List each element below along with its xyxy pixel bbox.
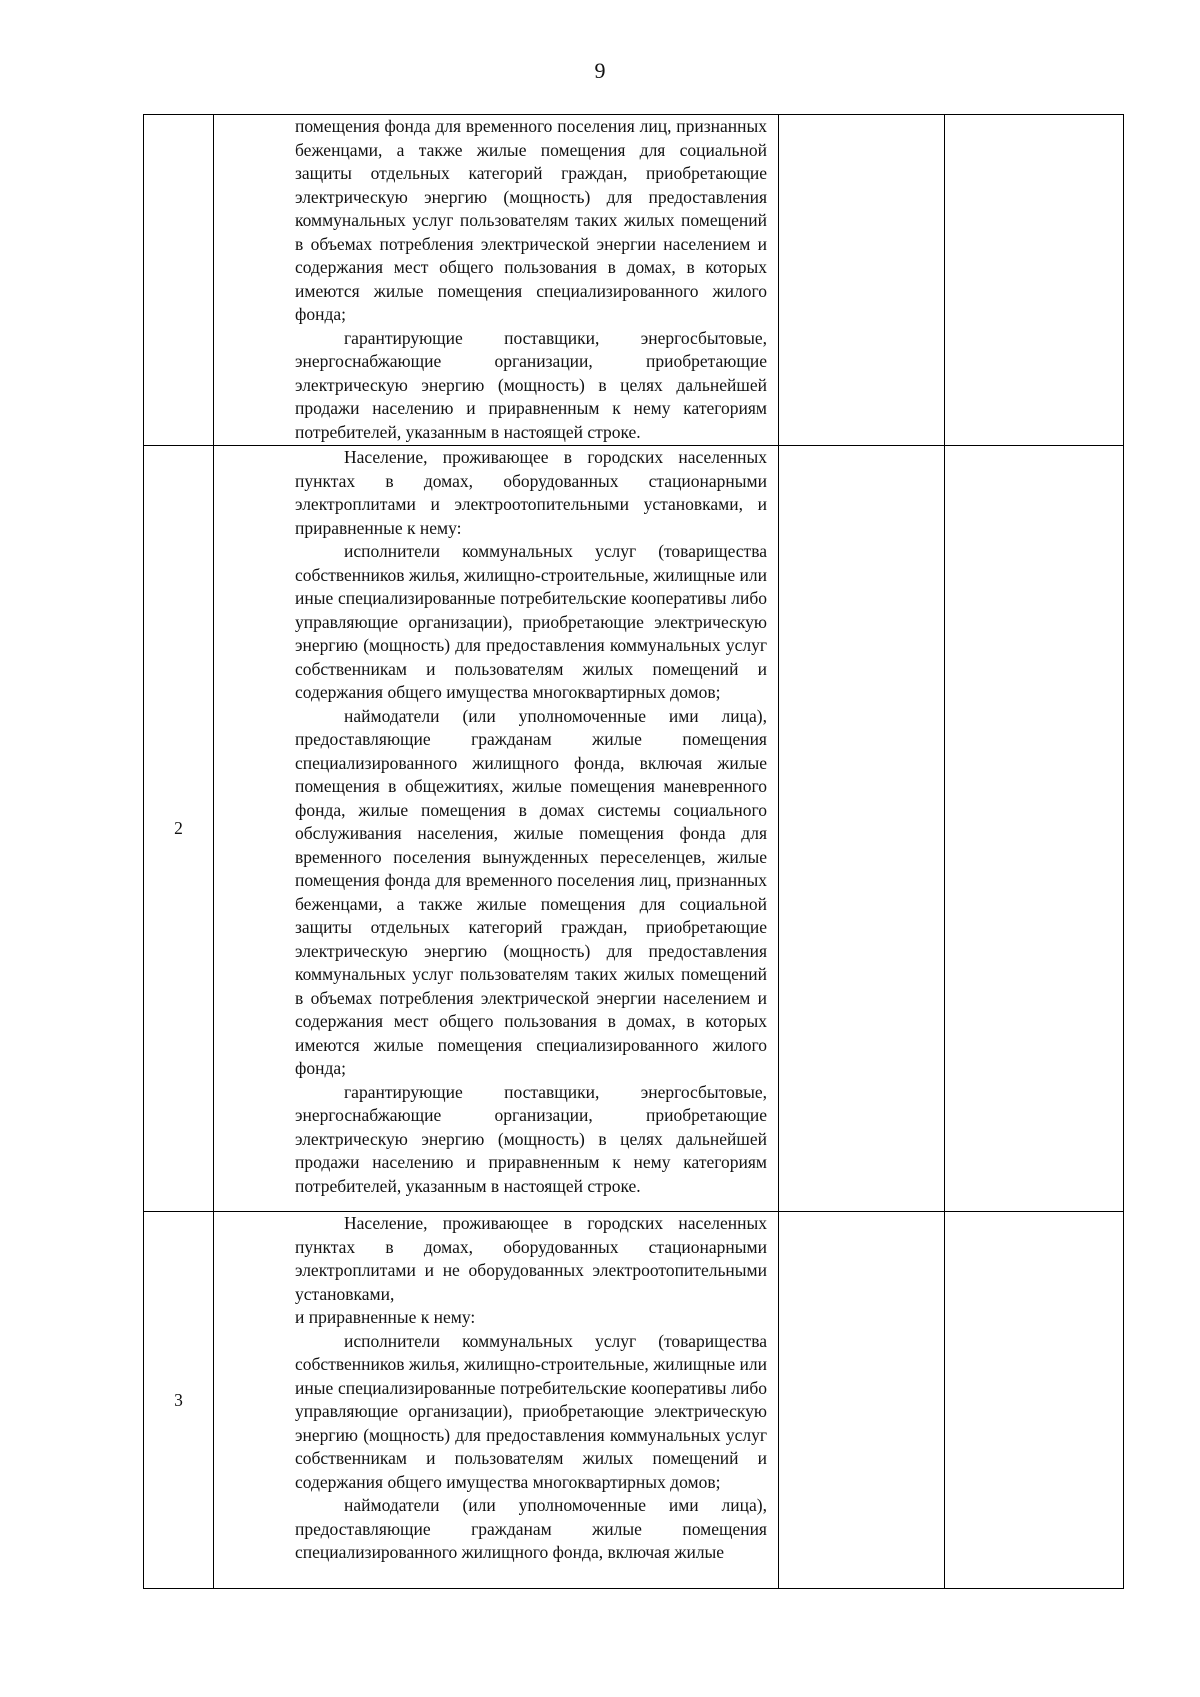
row-description-cell: [214, 446, 779, 1212]
paragraph: Население, проживающее в городских населенных пунктах в домах, оборудованных стационарными электроплитами и не оборудованных электроотопительными установками,: [295, 1213, 767, 1304]
empty-cell: [779, 1212, 945, 1589]
row-description-cell: [214, 1212, 779, 1589]
row-description-cell: [214, 115, 779, 446]
row-number-cell: 2: [144, 446, 214, 1212]
paragraph: Население, проживающее в городских населенных пунктах в домах, оборудованных стационарными электроплитами и электроотопительными установками, и приравненные к нему:: [295, 447, 767, 538]
page-number: 9: [594, 58, 606, 83]
empty-cell: [945, 1212, 1124, 1589]
table-row: [144, 1212, 1124, 1589]
table-row: [144, 115, 1124, 446]
tariff-table: [143, 114, 1124, 1589]
paragraph: гарантирующие поставщики, энергосбытовые, энергоснабжающие организации, приобретающие электрическую энергию (мощность) в целях дальнейшей продажи населению и приравненным к нему категориям потребителей, указанным в настоящей строке.: [295, 1081, 767, 1196]
row-number-cell: 3: [144, 1212, 214, 1589]
paragraph: исполнители коммунальных услуг (товарищества собственников жилья, жилищно-строительные, жилищные или иные специализированные потребительские кооперативы либо управляющие организации), приобретающие электрическую энергию (мощность) для предоставления коммунальных услуг собственникам и пользователям жилых помещений и содержания общего имущества многоквартирных домов;: [295, 541, 767, 702]
paragraph: наймодатели (или уполномоченные ими лица), предоставляющие гражданам жилые помещения специализированного жилищного фонда, включая жилые: [295, 1495, 767, 1562]
paragraph: гарантирующие поставщики, энергосбытовые, энергоснабжающие организации, приобретающие электрическую энергию (мощность) в целях дальнейшей продажи населению и приравненным к нему категориям потребителей, указанным в настоящей строке.: [295, 327, 767, 442]
empty-cell: [945, 446, 1124, 1212]
empty-cell: [779, 115, 945, 446]
paragraph: наймодатели (или уполномоченные ими лица), предоставляющие гражданам жилые помещения специализированного жилищного фонда, включая жилые помещения в общежитиях, жилые помещения маневренного фонда, жилые помещения в домах системы социального обслуживания населения, жилые помещения фонда для временного поселения вынужденных переселенцев, жилые помещения фонда для временного поселения лиц, признанных беженцами, а также жилые помещения для социальной защиты отдельных категорий граждан, приобретающие электрическую энергию (мощность) для предоставления коммунальных услуг пользователям таких жилых помещений в объемах потребления электрической энергии населением и содержания мест общего пользования в домах, в которых имеются жилые помещения специализированного жилого фонда;: [295, 705, 767, 1078]
empty-cell: [779, 446, 945, 1212]
row-number-cell: [144, 115, 214, 446]
table-row: [144, 446, 1124, 1212]
paragraph: и приравненные к нему:: [295, 1307, 476, 1327]
paragraph: исполнители коммунальных услуг (товарищества собственников жилья, жилищно-строительные, жилищные или иные специализированные потребительские кооперативы либо управляющие организации), приобретающие электрическую энергию (мощность) для предоставления коммунальных услуг собственникам и пользователям жилых помещений и содержания общего имущества многоквартирных домов;: [295, 1330, 767, 1492]
empty-cell: [945, 115, 1124, 446]
paragraph: помещения фонда для временного поселения лиц, признанных беженцами, а также жилые помещения для социальной защиты отдельных категорий граждан, приобретающие электрическую энергию (мощность) для предоставления коммунальных услуг пользователям таких жилых помещений в объемах потребления электрической энергии населением и содержания мест общего пользования в домах, в которых имеются жилые помещения специализированного жилого фонда;: [295, 116, 767, 324]
